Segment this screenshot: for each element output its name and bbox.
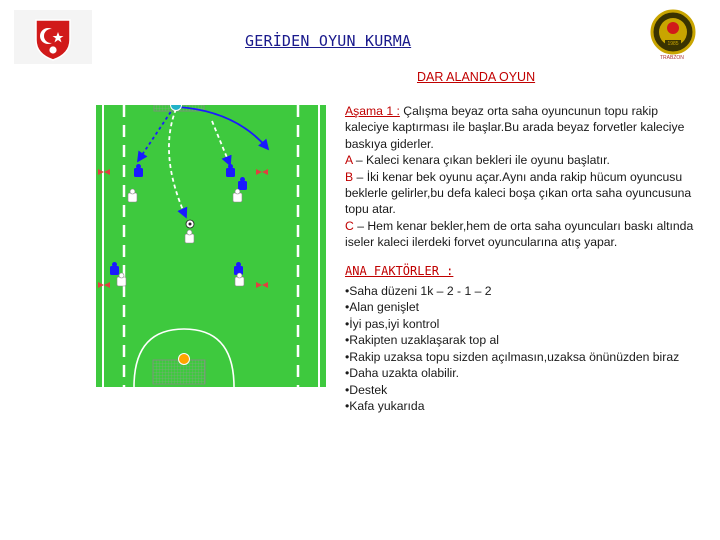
factor-item: •Destek (345, 382, 388, 397)
step-b (345, 169, 700, 218)
logo-year: 1985 (667, 41, 679, 47)
page-title: GERİDEN OYUN KURMA (245, 32, 412, 50)
factor-item: •Rakipten uzaklaşarak top al (345, 333, 499, 348)
club-logo (648, 8, 698, 62)
logo-caption: TRABZON (660, 55, 684, 61)
stage-label: Aşama 1 : (345, 104, 400, 118)
stage-paragraph (345, 103, 700, 152)
factor-item: •Saha düzeni 1k – 2 - 1 – 2 (345, 284, 492, 299)
factors-list (345, 283, 700, 414)
step-b-text: – İki kenar bek oyunu açar.Aynı anda rakip hücum oyuncusu beklerle gelirler,bu defa kaleci boşa çıkan orta saha oyuncusuna topu atar. (345, 169, 692, 217)
step-c-label: C (345, 218, 354, 233)
step-b-label: B (345, 169, 354, 184)
step-a-text: – Kaleci kenara çıkan bekleri ile oyunu başlatır. (352, 153, 610, 168)
pitch-diagram (96, 105, 326, 387)
factor-item: •Rakip uzaksa topu sizden açılmasın,uzaksa önünüzden biraz (345, 349, 680, 364)
pitch-surface (96, 105, 326, 387)
goalkeeper-bottom (179, 354, 190, 365)
step-c (345, 218, 700, 251)
factor-item: •Alan genişlet (345, 300, 420, 315)
step-a (345, 152, 700, 168)
factor-item: •İyi pas,iyi kontrol (345, 316, 440, 331)
factor-item: •Kafa yukarıda (345, 398, 425, 413)
factor-item: •Daha uzakta olabilir. (345, 366, 460, 381)
step-c-text: – Hem kenar bekler,hem de orta saha oyuncuları baskı altında iseler kaleci ilerdeki forvet oyuncularına atış yapar. (345, 218, 694, 250)
page-subtitle: DAR ALANDA OYUN (417, 70, 536, 84)
step-a-label: A (345, 153, 353, 168)
ball-icon (186, 220, 194, 228)
federation-logo (14, 10, 92, 64)
factors-title: ANA FAKTÖRLER : (345, 263, 454, 278)
description-panel (345, 103, 700, 414)
stage-text: Çalışma beyaz orta saha oyuncunun topu rakip kaleciye kaptırması ile başlar.Bu arada beyaz forvetler kaleciye baskıya giderler. (345, 104, 685, 151)
bottom-goal (153, 360, 205, 384)
